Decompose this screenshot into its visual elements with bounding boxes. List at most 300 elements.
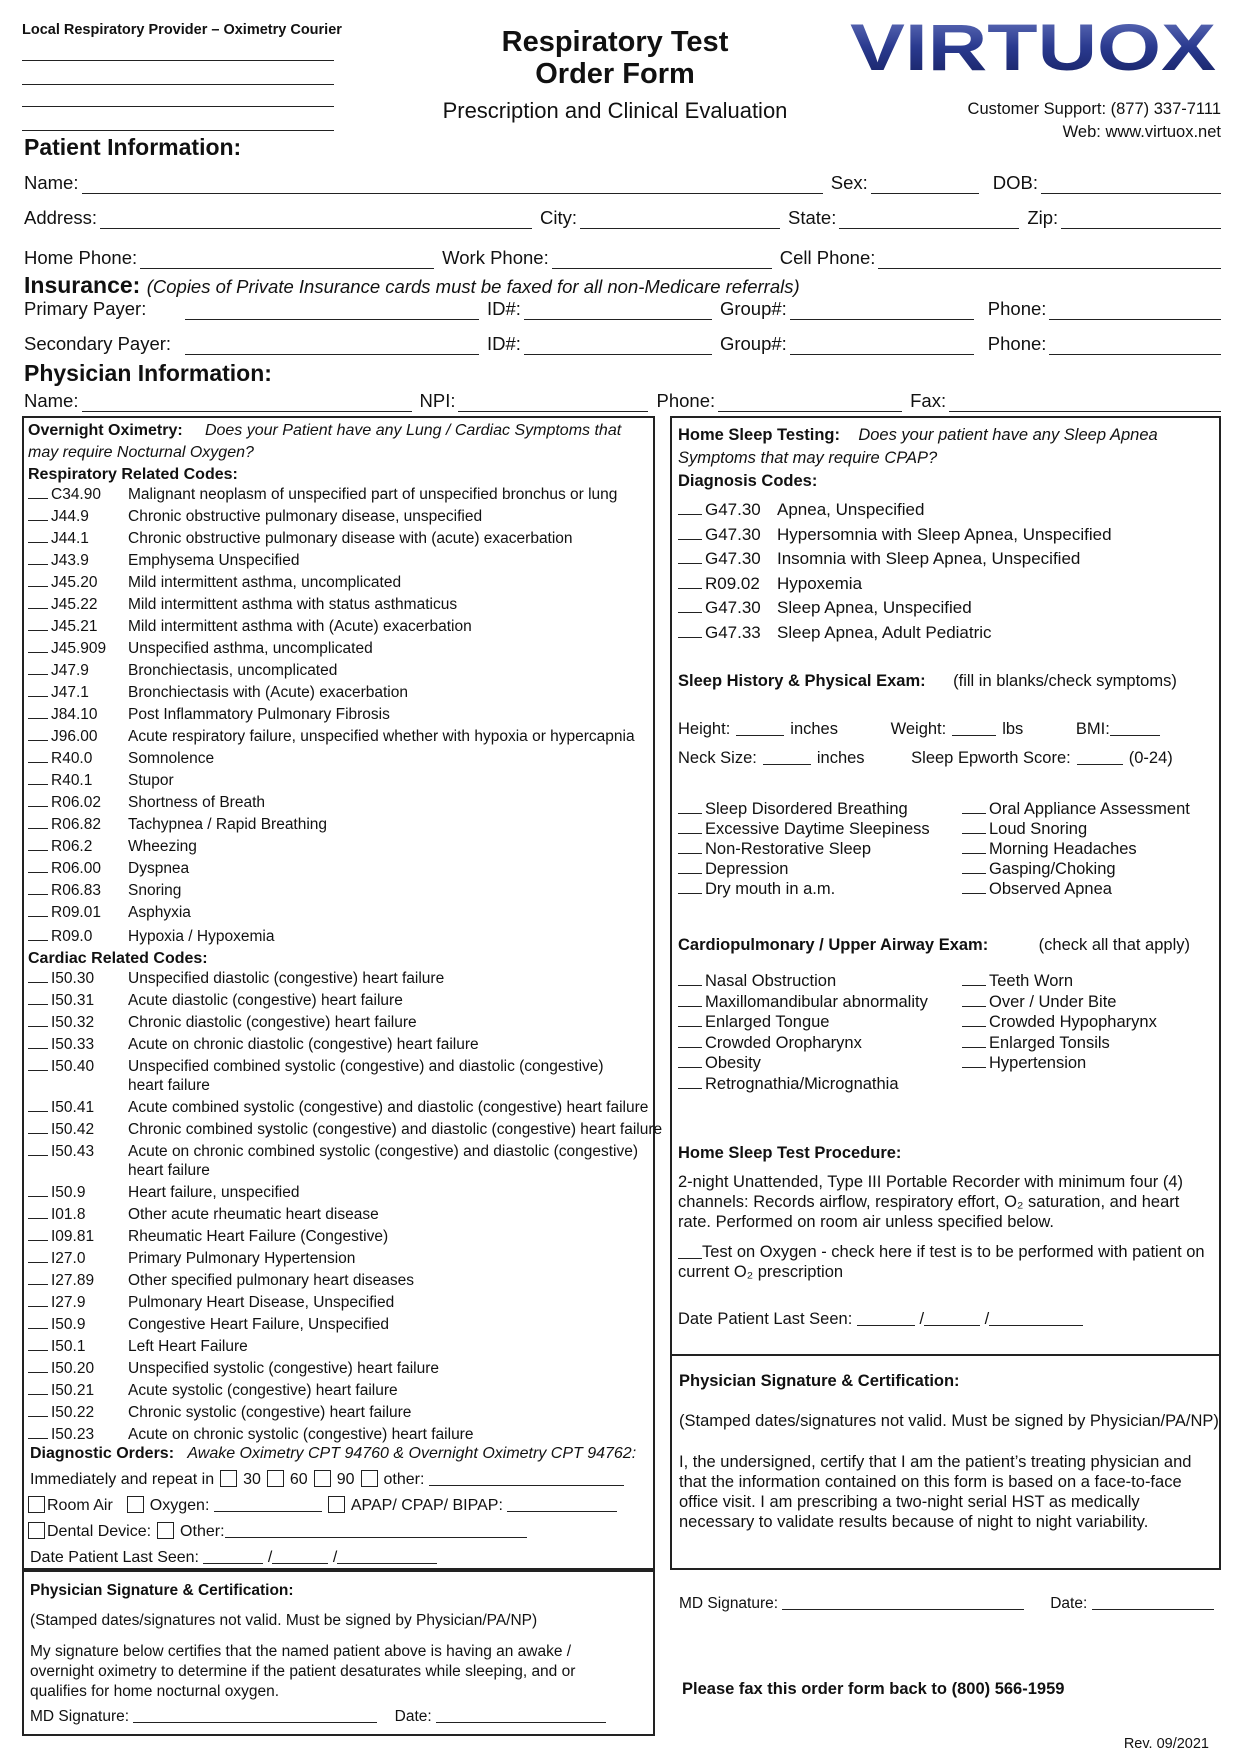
patient-sex-field[interactable] [871, 176, 979, 194]
oxygen-test-row: Test on Oxygen - check here if test is to be performed with patient on current O₂ prescription [678, 1243, 1205, 1281]
code-check-line[interactable] [28, 564, 48, 565]
code-check-line[interactable] [28, 1416, 48, 1417]
physician-fax-field[interactable] [949, 394, 1221, 412]
symptom-check-line[interactable] [962, 853, 986, 854]
code-description: Mild intermittent asthma with (Acute) exacerbation [128, 618, 472, 635]
code-number: J45.22 [51, 596, 98, 613]
resp-code-row [28, 640, 373, 662]
cardiac-code-row [28, 1294, 395, 1316]
code-number: R09.02 [705, 573, 760, 593]
code-description: Sleep Apnea, Unspecified [777, 598, 972, 617]
physician-row: Name: NPI: Phone: Fax: [24, 388, 1221, 412]
hst-code-row [678, 598, 972, 618]
code-check-line[interactable] [28, 1048, 48, 1049]
symptom-label: Obesity [705, 1054, 761, 1072]
patient-zip-field[interactable] [1061, 211, 1221, 229]
hst-sig-note: (Stamped dates/signatures not valid. Must be signed by Physician/PA/NP) [679, 1412, 1219, 1430]
repeat-other-field[interactable] [429, 1470, 624, 1486]
code-check-line[interactable] [678, 514, 702, 515]
oxi-sig-row: MD Signature: Date: [30, 1707, 606, 1726]
secondary-phone-field[interactable] [1049, 337, 1221, 355]
symptom-label: Teeth Worn [989, 972, 1074, 990]
symptom-item [962, 1054, 1086, 1073]
code-number: J45.21 [51, 618, 98, 635]
provider-label: Local Respiratory Provider – Oximetry Courier [22, 22, 342, 38]
symptom-item [962, 820, 1087, 839]
resp-code-row [28, 508, 483, 530]
code-description: Bronchiectasis, uncomplicated [128, 662, 338, 679]
respiratory-codes-heading: Respiratory Related Codes: [28, 466, 238, 483]
resp-code-row [28, 772, 174, 794]
code-number: I50.42 [51, 1121, 95, 1138]
code-number: J43.9 [51, 552, 89, 569]
cell-phone-field[interactable] [878, 251, 1221, 269]
cardiac-code-row [28, 1316, 390, 1338]
patient-heading: Patient Information: [24, 134, 242, 160]
code-description: Unspecified diastolic (congestive) heart failure [128, 970, 445, 987]
hst-code-row [678, 500, 924, 520]
weight-field[interactable] [952, 720, 996, 736]
symptom-check-line[interactable] [678, 1047, 702, 1048]
diagnostic-orders: Diagnostic Orders: Awake Oximetry CPT 94760 & Overnight Oximetry CPT 94762: [30, 1445, 637, 1462]
support-info: Customer Support: (877) 337-7111 Web: www.virtuox.net [967, 100, 1221, 141]
code-number: R09.0 [51, 928, 93, 945]
patient-address-field[interactable] [100, 211, 532, 229]
secondary-group-field[interactable] [790, 337, 974, 355]
symptom-check-line[interactable] [678, 893, 702, 894]
oximetry-last-seen: Date Patient Last Seen: / / [30, 1548, 437, 1567]
code-number: J44.9 [51, 508, 89, 525]
symptom-item [678, 1075, 899, 1094]
cardiac-codes-heading: Cardiac Related Codes: [28, 950, 208, 967]
code-check-line[interactable] [28, 498, 48, 499]
cardiac-code-row [28, 1184, 300, 1206]
oxi-last-seen-day[interactable] [272, 1548, 328, 1564]
code-check-line[interactable] [28, 1111, 48, 1112]
resp-code-row [28, 618, 472, 640]
procedure-text: 2-night Unattended, Type III Portable Recorder with minimum four (4) channels: Records airflow, respiratory effort, O₂ saturation, and heart rate. Performed on room air unless specified below. [678, 1173, 1184, 1231]
code-check-line[interactable] [28, 1438, 48, 1439]
code-number: I50.43 [51, 1143, 95, 1160]
physician-heading: Physician Information: [24, 360, 272, 386]
code-check-line[interactable] [28, 1328, 48, 1329]
dental-device-checkbox[interactable] [28, 1522, 45, 1539]
repeat-90-checkbox[interactable] [314, 1470, 331, 1487]
code-number: I50.23 [51, 1426, 95, 1443]
symptom-item [678, 880, 835, 899]
repeat-30-checkbox[interactable] [220, 1470, 237, 1487]
cardiac-code-row [28, 1404, 412, 1426]
oximetry-intro: Overnight Oximetry: Does your Patient have any Lung / Cardiac Symptoms that may require Nocturnal Oxygen? [28, 422, 622, 461]
code-description-cont: heart failure [128, 1077, 210, 1094]
symptom-label: Crowded Hypopharynx [989, 1013, 1157, 1031]
repeat-row: Immediately and repeat in 30 60 90 other: [30, 1470, 624, 1489]
form-subtitle: Prescription and Clinical Evaluation [442, 98, 788, 123]
code-number: J96.00 [51, 728, 98, 745]
resp-code-row [28, 882, 182, 904]
code-description: Chronic obstructive pulmonary disease, unspecified [128, 508, 483, 525]
symptom-item [678, 1054, 761, 1073]
code-number: I50.9 [51, 1316, 86, 1333]
code-check-line[interactable] [28, 718, 48, 719]
code-check-line[interactable] [28, 1372, 48, 1373]
symptom-check-line[interactable] [678, 1026, 702, 1027]
oxi-sig-heading: Physician Signature & Certification: [30, 1582, 294, 1599]
code-check-line[interactable] [28, 1306, 48, 1307]
symptom-check-line[interactable] [678, 1006, 702, 1007]
code-check-line[interactable] [678, 637, 702, 638]
hst-code-row [678, 549, 1080, 569]
patient-row-1: Name: Sex: DOB: [24, 170, 1221, 194]
symptom-item [962, 840, 1137, 859]
oxi-last-seen-month[interactable] [203, 1548, 263, 1564]
symptom-item [678, 1034, 862, 1053]
symptom-label: Depression [705, 860, 789, 878]
code-number: R06.00 [51, 860, 101, 877]
code-check-line[interactable] [28, 784, 48, 785]
primary-phone-field[interactable] [1049, 302, 1221, 320]
code-check-line[interactable] [28, 608, 48, 609]
symptom-check-line[interactable] [678, 853, 702, 854]
code-description: Stupor [128, 772, 174, 789]
secondary-id-field[interactable] [524, 337, 712, 355]
provider-line-4[interactable] [22, 130, 334, 131]
code-number: I27.0 [51, 1250, 86, 1267]
hst-md-signature-field[interactable] [782, 1594, 1024, 1610]
oxygen-field[interactable] [214, 1496, 322, 1512]
hst-sig-heading: Physician Signature & Certification: [679, 1372, 960, 1390]
provider-line-3[interactable] [22, 106, 334, 107]
code-check-line[interactable] [28, 652, 48, 653]
oxygen-checkbox[interactable] [127, 1496, 144, 1513]
code-check-line[interactable] [28, 630, 48, 631]
secondary-payer-field[interactable] [185, 337, 479, 355]
resp-code-row [28, 794, 265, 816]
code-description: Dyspnea [128, 860, 190, 877]
code-check-line[interactable] [28, 828, 48, 829]
symptom-item [962, 972, 1073, 991]
code-description: Mild intermittent asthma, uncomplicated [128, 574, 402, 591]
cardiac-code-row [28, 1382, 398, 1404]
patient-dob-field[interactable] [1041, 176, 1221, 194]
code-description: Asphyxia [128, 904, 191, 921]
resp-code-row [28, 816, 328, 838]
symptom-item [678, 820, 930, 839]
code-number: J84.10 [51, 706, 98, 723]
code-number: R06.82 [51, 816, 101, 833]
code-number: G47.30 [705, 524, 761, 544]
code-check-line[interactable] [28, 1004, 48, 1005]
apap-checkbox[interactable] [328, 1496, 345, 1513]
provider-line-1[interactable] [22, 60, 334, 61]
symptom-check-line[interactable] [962, 813, 986, 814]
code-description: Hypoxia / Hypoxemia [128, 928, 275, 945]
code-description: Hypoxemia [777, 573, 863, 593]
hst-code-row [678, 525, 1112, 545]
repeat-other-checkbox[interactable] [361, 1470, 378, 1487]
code-check-line[interactable] [28, 872, 48, 873]
code-check-line[interactable] [28, 982, 48, 983]
code-check-line[interactable] [28, 894, 48, 895]
code-number: J47.1 [51, 684, 89, 701]
code-number: J45.20 [51, 574, 98, 591]
symptom-item [678, 840, 871, 859]
virtuox-logo [848, 14, 1220, 78]
patient-name-field[interactable] [82, 176, 823, 194]
code-check-line[interactable] [28, 1394, 48, 1395]
oxi-last-seen-year[interactable] [337, 1548, 437, 1564]
code-check-line[interactable] [28, 1155, 48, 1156]
symptom-check-line[interactable] [678, 813, 702, 814]
resp-code-row [28, 530, 573, 552]
code-number: J44.1 [51, 530, 89, 547]
symptom-check-line[interactable] [962, 985, 986, 986]
room-air-checkbox[interactable] [28, 1496, 45, 1513]
hst-last-seen-month[interactable] [857, 1310, 915, 1326]
cardiac-code-row [28, 1143, 639, 1179]
neck-epworth-row: Neck Size: inches Sleep Epworth Score: (0-24) [678, 749, 1173, 767]
symptom-check-line[interactable] [678, 873, 702, 874]
code-check-line[interactable] [678, 539, 702, 540]
code-description: Acute diastolic (congestive) heart failure [128, 992, 403, 1009]
code-description: Acute respiratory failure, unspecified whether with hypoxia or hypercapnia [128, 728, 635, 745]
resp-code-row [28, 904, 191, 926]
cardiac-code-row [28, 992, 403, 1014]
symptom-check-line[interactable] [962, 893, 986, 894]
resp-code-row [28, 596, 458, 618]
code-check-line[interactable] [28, 696, 48, 697]
code-number: I50.40 [51, 1058, 95, 1075]
code-check-line[interactable] [28, 542, 48, 543]
code-description: Pulmonary Heart Disease, Unspecified [128, 1294, 395, 1311]
primary-payer-row: Primary Payer: ID#: Group#: Phone: [24, 296, 1221, 320]
oxi-md-signature-field[interactable] [133, 1707, 377, 1723]
code-description: Acute on chronic systolic (congestive) heart failure [128, 1426, 474, 1443]
oxi-date-field[interactable] [436, 1707, 606, 1723]
code-check-line[interactable] [28, 674, 48, 675]
code-check-line[interactable] [678, 588, 702, 589]
symptom-check-line[interactable] [962, 1006, 986, 1007]
code-description: Left Heart Failure [128, 1338, 248, 1355]
symptom-label: Hypertension [989, 1054, 1087, 1072]
code-check-line[interactable] [28, 1240, 48, 1241]
code-description: Wheezing [128, 838, 197, 855]
code-description: Acute combined systolic (congestive) and diastolic (congestive) heart failure [128, 1099, 649, 1116]
physician-npi-field[interactable] [458, 394, 648, 412]
apap-field[interactable] [507, 1496, 617, 1512]
resp-code-row [28, 728, 635, 750]
symptom-label: Gasping/Choking [989, 860, 1116, 878]
symptom-check-line[interactable] [962, 1067, 986, 1068]
code-description: Insomnia with Sleep Apnea, Unspecified [777, 549, 1081, 568]
symptom-label: Morning Headaches [989, 840, 1137, 858]
patient-state-field[interactable] [839, 211, 1019, 229]
code-check-line[interactable] [28, 1196, 48, 1197]
code-check-line[interactable] [28, 1070, 48, 1071]
code-description: Chronic diastolic (congestive) heart failure [128, 1014, 417, 1031]
code-description: Primary Pulmonary Hypertension [128, 1250, 356, 1267]
physician-phone-field[interactable] [718, 394, 902, 412]
code-check-line[interactable] [28, 586, 48, 587]
oxygen-test-check[interactable] [678, 1245, 702, 1259]
code-check-line[interactable] [28, 1350, 48, 1351]
symptom-check-line[interactable] [962, 873, 986, 874]
code-number: I50.30 [51, 970, 95, 987]
symptom-check-line[interactable] [962, 1047, 986, 1048]
symptom-check-line[interactable] [678, 985, 702, 986]
hst-date-field[interactable] [1092, 1594, 1214, 1610]
hst-sig-text: I, the undersigned, certify that I am the patient’s treating physician and that the information contained on this form is based on a face-to-face office visit. I am prescribing a two-night serial HST as medically necessary to validate results because of night to night variability. [679, 1453, 1192, 1531]
code-check-line[interactable] [28, 520, 48, 521]
code-check-line[interactable] [28, 806, 48, 807]
resp-code-row [28, 928, 275, 950]
code-number: G47.30 [705, 549, 761, 568]
symptom-item [678, 860, 788, 879]
code-number: R06.02 [51, 794, 101, 811]
code-number: I50.9 [51, 1184, 86, 1201]
symptom-label: Loud Snoring [989, 820, 1088, 838]
symptom-item [962, 800, 1190, 819]
neck-size-field[interactable] [763, 749, 811, 765]
primary-id-field[interactable] [524, 302, 712, 320]
code-check-line[interactable] [28, 1026, 48, 1027]
device-row: Dental Device: Other: [28, 1522, 527, 1541]
primary-payer-field[interactable] [185, 302, 479, 320]
hst-divider [670, 1354, 1221, 1356]
code-number: I09.81 [51, 1228, 95, 1245]
code-check-line[interactable] [28, 916, 48, 917]
code-number: R06.83 [51, 882, 101, 899]
code-description: Malignant neoplasm of unspecified part of unspecified bronchus or lung [128, 486, 618, 503]
height-weight-row: Height: inches Weight: lbs BMI: [678, 720, 1160, 739]
code-description: Unspecified asthma, uncomplicated [128, 640, 373, 657]
code-number: J45.909 [51, 640, 107, 657]
symptom-check-line[interactable] [678, 1088, 702, 1089]
hst-intro: Home Sleep Testing: Does your patient have any Sleep Apnea Symptoms that may require CPAP? [678, 426, 1158, 467]
code-description: Chronic systolic (congestive) heart failure [128, 1404, 412, 1421]
code-number: R40.1 [51, 772, 93, 789]
symptom-check-line[interactable] [962, 833, 986, 834]
symptom-label: Nasal Obstruction [705, 972, 837, 990]
symptom-label: Crowded Oropharynx [705, 1033, 862, 1052]
symptom-label: Non-Restorative Sleep [705, 840, 871, 858]
cardiac-code-row [28, 1250, 356, 1272]
code-check-line[interactable] [28, 740, 48, 741]
symptom-check-line[interactable] [962, 1026, 986, 1027]
symptom-item [962, 880, 1112, 899]
primary-group-field[interactable] [790, 302, 974, 320]
code-description: Congestive Heart Failure, Unspecified [128, 1316, 390, 1333]
symptom-check-line[interactable] [678, 833, 702, 834]
symptom-label: Retrognathia/Micrognathia [705, 1074, 899, 1093]
code-description: Shortness of Breath [128, 794, 265, 811]
repeat-60-checkbox[interactable] [267, 1470, 284, 1487]
procedure-heading: Home Sleep Test Procedure: [678, 1144, 902, 1162]
code-check-line[interactable] [28, 1133, 48, 1134]
cardiac-code-row [28, 1058, 604, 1094]
hst-last-seen-day[interactable] [924, 1310, 980, 1326]
code-description: Chronic combined systolic (congestive) and diastolic (congestive) heart failure [128, 1121, 663, 1138]
home-phone-field[interactable] [140, 251, 434, 269]
code-number: I50.1 [51, 1338, 86, 1355]
oxi-sig-note: (Stamped dates/signatures not valid. Must be signed by Physician/PA/NP) [30, 1612, 538, 1629]
form-title: Respiratory Test Order Form [501, 26, 729, 90]
code-description-cont: heart failure [128, 1162, 210, 1179]
code-check-line[interactable] [28, 1218, 48, 1219]
code-number: I50.41 [51, 1099, 95, 1116]
hst-last-seen: Date Patient Last Seen: / / [678, 1310, 1083, 1329]
provider-line-2[interactable] [22, 84, 334, 85]
height-field[interactable] [736, 720, 784, 736]
other-device-checkbox[interactable] [157, 1522, 174, 1539]
patient-row-2: Address: City: State: Zip: [24, 205, 1221, 229]
symptom-label: Oral Appliance Assessment [989, 800, 1190, 818]
hst-sig-row: MD Signature: Date: [679, 1594, 1214, 1613]
symptom-label: Excessive Daytime Sleepiness [705, 820, 930, 838]
code-check-line[interactable] [678, 563, 702, 564]
symptom-check-line[interactable] [678, 1067, 702, 1068]
work-phone-field[interactable] [552, 251, 772, 269]
other-device-field[interactable] [225, 1522, 527, 1538]
symptom-label: Observed Apnea [989, 880, 1112, 898]
code-description: Chronic obstructive pulmonary disease with (acute) exacerbation [128, 530, 573, 547]
insurance-heading: Insurance: (Copies of Private Insurance cards must be faxed for all non-Medicare referrals) [24, 272, 800, 298]
symptom-label: Enlarged Tongue [705, 1013, 830, 1031]
symptom-label: Sleep Disordered Breathing [705, 800, 908, 818]
code-number: C34.90 [51, 486, 101, 503]
code-number: I50.21 [51, 1382, 95, 1399]
code-number: J47.9 [51, 662, 89, 679]
cardiac-code-row [28, 1272, 415, 1294]
cardiac-code-row [28, 1036, 479, 1058]
code-description: Mild intermittent asthma with status asthmaticus [128, 596, 458, 613]
sleep-history-heading: Sleep History & Physical Exam: (fill in blanks/check symptoms) [678, 672, 1177, 690]
code-check-line[interactable] [28, 762, 48, 763]
code-description: Post Inflammatory Pulmonary Fibrosis [128, 706, 390, 723]
code-check-line[interactable] [28, 940, 48, 941]
resp-code-row [28, 860, 190, 882]
code-check-line[interactable] [28, 1284, 48, 1285]
code-check-line[interactable] [678, 612, 702, 613]
code-number: G47.33 [705, 622, 761, 642]
epworth-score-field[interactable] [1077, 749, 1123, 765]
cardiac-code-row [28, 1099, 649, 1121]
bmi-field[interactable] [1110, 720, 1160, 736]
code-description: Bronchiectasis with (Acute) exacerbation [128, 684, 408, 701]
code-description: Heart failure, unspecified [128, 1184, 300, 1201]
physician-name-field[interactable] [82, 394, 412, 412]
symptom-item [678, 800, 908, 819]
resp-code-row [28, 486, 618, 508]
diagnosis-codes-heading: Diagnosis Codes: [678, 472, 818, 490]
code-description: Sleep Apnea, Adult Pediatric [777, 622, 992, 642]
code-number: I50.32 [51, 1014, 95, 1031]
code-check-line[interactable] [28, 850, 48, 851]
code-check-line[interactable] [28, 1262, 48, 1263]
code-number: I50.33 [51, 1036, 95, 1053]
code-description: Tachypnea / Rapid Breathing [128, 816, 328, 833]
code-description: Somnolence [128, 750, 215, 767]
code-description: Acute systolic (congestive) heart failure [128, 1382, 398, 1399]
cardiac-code-row [28, 1228, 389, 1250]
cardiac-code-row [28, 1014, 417, 1036]
code-number: I01.8 [51, 1206, 86, 1223]
fax-instruction: Please fax this order form back to (800) 566-1959 [682, 1680, 1065, 1698]
cardiac-code-row [28, 1121, 663, 1143]
resp-code-row [28, 706, 390, 728]
patient-city-field[interactable] [580, 211, 780, 229]
hst-last-seen-year[interactable] [989, 1310, 1083, 1326]
